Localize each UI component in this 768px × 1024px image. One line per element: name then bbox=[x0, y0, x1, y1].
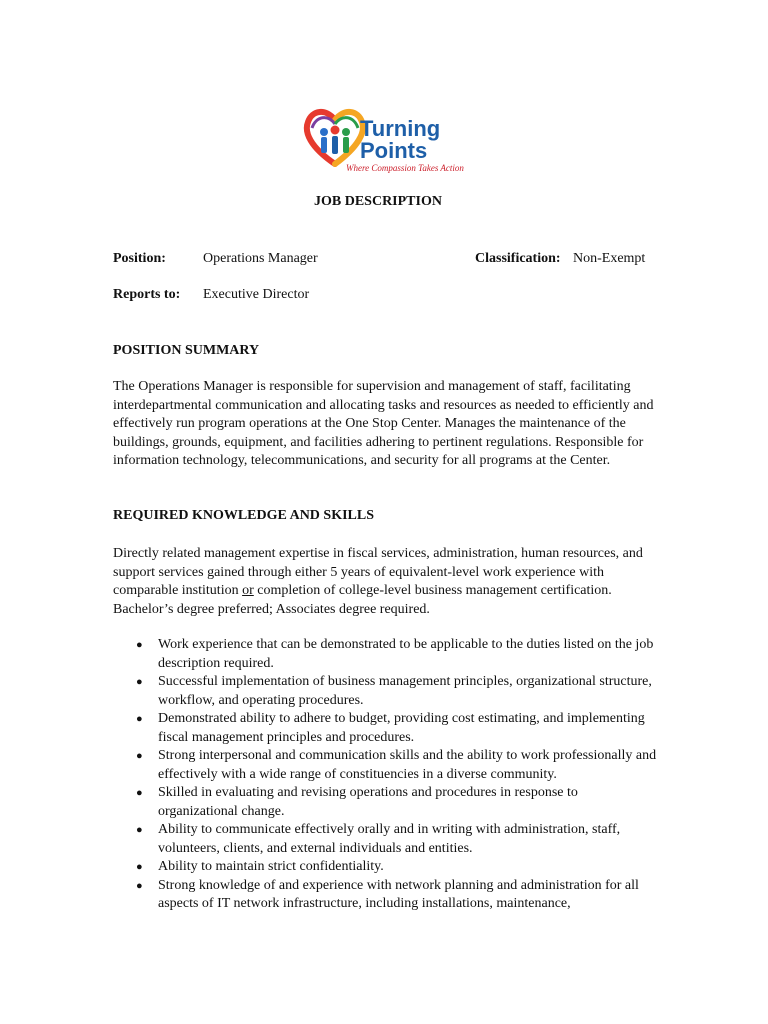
position-summary-heading: POSITION SUMMARY bbox=[113, 343, 260, 358]
list-item-text: Ability to communicate effectively orally and in writing with administration, staff, volunteers, clients, and external individuals and entities. bbox=[158, 822, 621, 856]
list-item-text: Demonstrated ability to adhere to budget, providing cost estimating, and implementing fiscal management principles and procedures. bbox=[158, 711, 645, 745]
logo-tagline: Where Compassion Takes Action bbox=[346, 163, 464, 173]
bullet-icon: ● bbox=[136, 713, 143, 725]
list-item bbox=[113, 636, 658, 673]
list-item-text: Strong interpersonal and communication skills and the ability to work professionally and effectively with a wide range of constituencies in a diverse community. bbox=[158, 748, 657, 782]
list-item-text: Strong knowledge of and experience with network planning and administration for all aspects of IT network infrastructure, including installations, maintenance, bbox=[158, 877, 639, 911]
logo-word-turning: Turning bbox=[360, 116, 441, 141]
logo-word-points: Points bbox=[360, 138, 428, 163]
skills-text-part2: completion of college-level business management certification. Bachelor’s degree preferred; Associates degree required. bbox=[113, 583, 612, 617]
bullet-icon: ● bbox=[136, 879, 143, 892]
list-item-text: Work experience that can be demonstrated to be applicable to the duties listed on the job description required. bbox=[158, 637, 654, 671]
bullet-icon: ● bbox=[136, 824, 143, 836]
position-summary-text: The Operations Manager is responsible for supervision and management of staff, facilitating interdepartmental communication and allocating tasks and resources as needed to efficiently and effectively run program operations at the One Stop Center. Manages the maintenance of the buildings, grounds, equipment, and facilities adhering to pertinent regulations. Responsible for information technology, telecommunications, and security for all programs at the Center. bbox=[113, 379, 654, 468]
bullet-icon: ● bbox=[136, 639, 143, 651]
bullet-icon: ● bbox=[136, 750, 143, 762]
skills-text bbox=[113, 545, 658, 619]
list-item bbox=[113, 858, 658, 877]
skills-text-underlined: or bbox=[242, 583, 254, 598]
position-value: Operations Manager bbox=[203, 251, 318, 266]
list-item bbox=[113, 747, 658, 784]
skills-heading: REQUIRED KNOWLEDGE AND SKILLS bbox=[113, 508, 375, 523]
bullet-icon: ● bbox=[136, 787, 143, 799]
list-item bbox=[113, 784, 658, 821]
bullet-icon: ● bbox=[136, 676, 143, 688]
turning-points-logo bbox=[300, 100, 465, 180]
bullet-icon: ● bbox=[136, 861, 143, 873]
classification-value: Non-Exempt bbox=[573, 251, 646, 266]
position-label: Position: bbox=[113, 251, 166, 266]
reports-to-value: Executive Director bbox=[203, 287, 310, 302]
list-item bbox=[113, 821, 658, 858]
list-item-text: Skilled in evaluating and revising operations and procedures in response to organizational change. bbox=[158, 785, 578, 819]
classification-label: Classification: bbox=[475, 251, 561, 266]
list-item bbox=[113, 673, 658, 710]
reports-to-label: Reports to: bbox=[113, 287, 181, 302]
skills-text-part1: Directly related management expertise in fiscal services, administration, human resources, and support services gained through either 5 years of equivalent-level work experience with comparable institution bbox=[113, 546, 643, 598]
list-item-text: Ability to maintain strict confidentiality. bbox=[158, 859, 384, 874]
list-item bbox=[113, 877, 658, 914]
list-item bbox=[113, 710, 658, 747]
document-title: JOB DESCRIPTION bbox=[314, 194, 442, 209]
skills-bullet-list bbox=[113, 636, 658, 914]
list-item-text: Successful implementation of business management principles, organizational structure, workflow, and operating procedures. bbox=[158, 674, 652, 708]
